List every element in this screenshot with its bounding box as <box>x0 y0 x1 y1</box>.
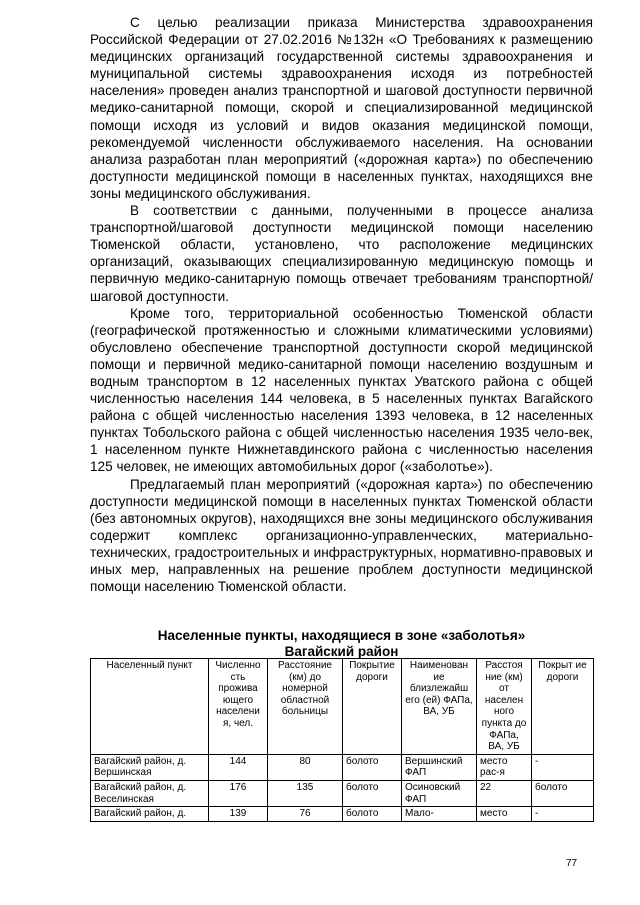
paragraph: С целью реализации приказа Министерства здравоохранения Российской Федерации от 27.02.2016 №132н «О Требованиях к размещению медицинских организаций государственной системы здравоохранения и муниципальной системы здравоохранения исходя из потребностей населения» проведен анализ транспортной и шаговой доступности первичной медико-санитарной помощи, скорой и специализированной медицинской помощи исходя из условий и видов оказания медицинской помощи, рекомендуемой численности обслуживаемого населения. На основании анализа разработан план мероприятий («дорожная карта») по обеспечению доступности медицинской помощи в населенных пунктах, находящихся вне зоны медицинского обслуживания. <box>90 15 593 201</box>
header-nearest-fap: Наименован ие близлежайш его (ей) ФАПа, ВА, УБ <box>402 659 477 755</box>
cell-road-surface: болото <box>343 754 402 780</box>
cell-population: 144 <box>209 754 268 780</box>
cell-distance-hospital: 76 <box>268 807 343 822</box>
cell-nearest-fap: Осиновский ФАП <box>402 780 477 806</box>
settlements-table <box>90 658 594 822</box>
header-population: Численно сть прожива ющего населени я, чел. <box>209 659 268 755</box>
cell-distance-hospital: 135 <box>268 780 343 806</box>
table-row <box>91 754 594 780</box>
table-subtitle: Вагайский район <box>284 644 399 659</box>
cell-road-surface-2: болото <box>532 780 594 806</box>
cell-road-surface: болото <box>343 807 402 822</box>
table-header-row <box>91 659 594 755</box>
table-row <box>91 780 594 806</box>
paragraph: Кроме того, территориальной особенностью Тюменской области (географической протяженностью и сложными климатическими условиями) обусловлено обеспечение транспортной доступности скорой медицинской помощи и первичной медико-санитарной помощи населению воздушным и водным транспортом в 12 населенных пунктах Уватского района с общей численностью населения 144 человека, в 5 населенных пунктах Вагайского района с общей численностью населения 1393 человека, в 12 населенных пунктах Тобольского района с общей численностью населения 1935 чело-век, 1 населенном пункте Нижнетавдинского района с численностью населения 125 человек, не имеющих автомобильных дорог («заболотье»). <box>90 305 593 475</box>
paragraph: В соответствии с данными, полученными в процессе анализа транспортной/шаговой доступности медицинской помощи населению Тюменской области, установлено, что расположение медицинских организаций, оказывающих специализированную медицинскую помощь и первичную медико-санитарную помощь отвечает требованиям транспортной/шаговой доступности. <box>90 203 593 304</box>
cell-population: 176 <box>209 780 268 806</box>
header-road-surface: Покрытие дороги <box>343 659 402 755</box>
main-text <box>90 14 593 595</box>
header-road-surface-2: Покрыт ие дороги <box>532 659 594 755</box>
table-title: Населенные пункты, находящиеся в зоне «заболотья» <box>157 628 526 643</box>
cell-road-surface-2: - <box>532 807 594 822</box>
cell-settlement: Вагайский район, д. Веселинская <box>91 780 209 806</box>
cell-settlement: Вагайский район, д. <box>91 807 209 822</box>
cell-nearest-fap: Вершинский ФАП <box>402 754 477 780</box>
cell-distance-fap: место <box>477 807 532 822</box>
cell-distance-hospital: 80 <box>268 754 343 780</box>
cell-settlement: Вагайский район, д. Вершинская <box>91 754 209 780</box>
cell-distance-fap: 22 <box>477 780 532 806</box>
paragraph: Предлагаемый план мероприятий («дорожная карта») по обеспечению доступности медицинской помощи в населенных пунктах Тюменской области (без автономных округов), находящихся вне зоны медицинского обслуживания содержит комплекс организационно-управленческих, материально-технических, градостроительных и инфраструктурных, нормативно-правовых и иных мер, направленных на решение проблем доступности медицинской помощи населению Тюменской области. <box>90 476 593 595</box>
header-distance-hospital: Расстояние (км) до номерной областной больницы <box>268 659 343 755</box>
cell-population: 139 <box>209 807 268 822</box>
header-distance-fap: Расстоя ние (км) от населен ного пункта до ФАПа, ВА, УБ <box>477 659 532 755</box>
header-settlement: Населенный пункт <box>91 659 209 755</box>
cell-road-surface-2: - <box>532 754 594 780</box>
table-row <box>91 807 594 822</box>
cell-road-surface: болото <box>343 780 402 806</box>
page-number: 77 <box>566 858 578 869</box>
cell-nearest-fap: Мало- <box>402 807 477 822</box>
cell-distance-fap: место рас-я <box>477 754 532 780</box>
